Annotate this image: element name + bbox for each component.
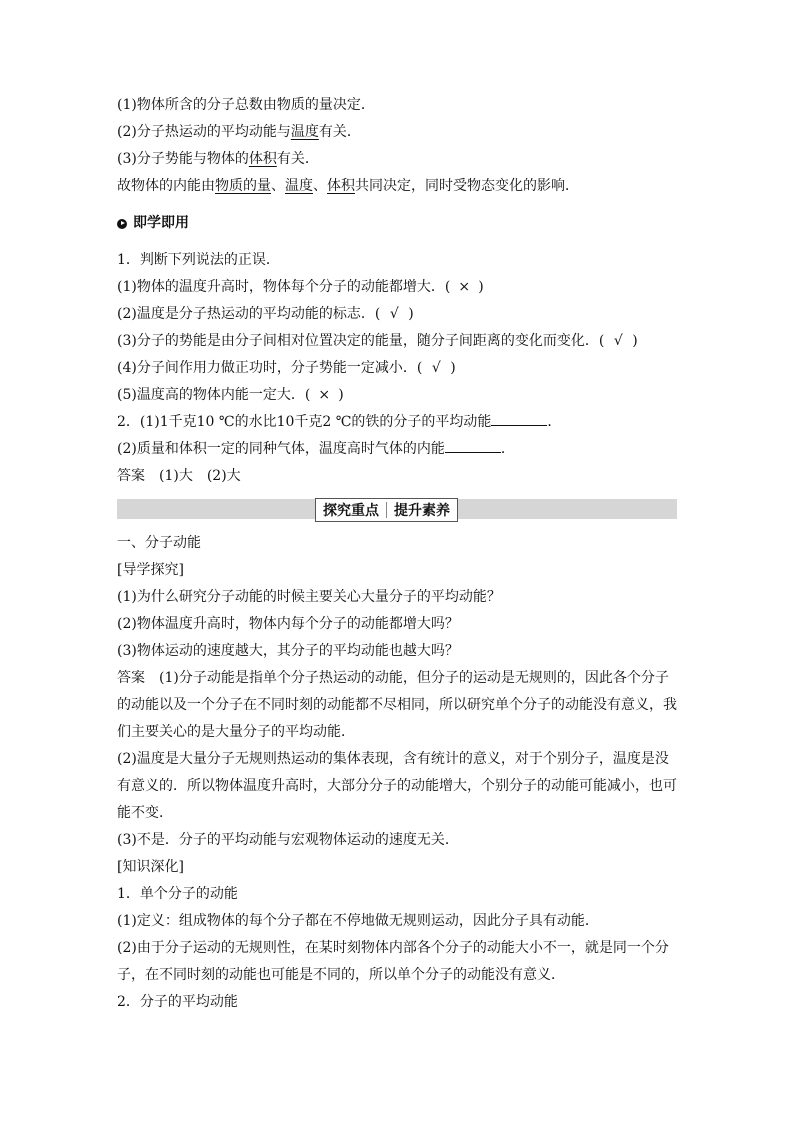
practice-heading: 即学即用 [117, 210, 677, 237]
guide-answer-3: (3)不是．分子的平均动能与宏观物体运动的速度无关． [117, 832, 459, 848]
intro-line-4: 故物体的内能由物质的量、温度、体积共同决定，同时受物态变化的影响． [117, 178, 579, 194]
judge-item: (3)分子的势能是由分子间相对位置决定的能量，随分子间距离的变化而变化．( √ ) [117, 333, 638, 349]
question-2-1: 2．(1)1千克10 ℃的水比10千克2 ℃的铁的分子的平均动能 ． [117, 414, 562, 430]
knowledge-item: (2)由于分子运动的无规则性，在某时刻物体内部各个分子的动能大小不一，就是同一个分子，在不同时刻的动能也可能是不同的，所以单个分子的动能没有意义． [117, 940, 669, 983]
answer-blank [445, 440, 501, 453]
play-circle-icon [117, 219, 127, 229]
answer-blank [491, 413, 547, 426]
guide-question: (1)为什么研究分子动能的时候主要关心大量分子的平均动能？ [117, 589, 501, 605]
judge-item: (1)物体的温度升高时，物体每个分子的动能都增大．( × ) [117, 279, 484, 295]
deep-label: [知识深化] [117, 859, 184, 875]
guide-question: (3)物体运动的速度越大，其分子的平均动能也越大吗？ [117, 643, 459, 659]
banner-title: 探究重点 提升素养 [315, 498, 458, 522]
guide-answer-2: (2)温度是大量分子无规则热运动的集体表现，含有统计的意义，对于个别分子，温度是没有意义的．所以物体温度升高时，大部分分子的动能增大，个别分子的动能可能减小，也可能不变． [117, 751, 677, 821]
section-banner [117, 499, 677, 519]
judge-item: (5)温度高的物体内能一定大．( × ) [117, 387, 344, 403]
knowledge-heading: 1．单个分子的动能 [117, 886, 238, 902]
question-2-2: (2)质量和体积一定的同种气体，温度高时气体的内能 ． [117, 441, 515, 457]
knowledge-heading: 2．分子的平均动能 [117, 994, 238, 1010]
knowledge-item: (1)定义：组成物体的每个分子都在不停地做无规则运动，因此分子具有动能． [117, 913, 599, 929]
page-content [117, 92, 677, 1016]
guide-label: [导学探究] [117, 562, 184, 578]
intro-line-3: (3)分子势能与物体的体积有关． [117, 151, 319, 167]
intro-line-1: (1)物体所含的分子总数由物质的量决定． [117, 97, 375, 113]
judge-item: (2)温度是分子热运动的平均动能的标志．( √ ) [117, 306, 414, 322]
section-title: 一、分子动能 [117, 535, 201, 551]
question-1: 1．判断下列说法的正误． [117, 252, 280, 268]
practice-answer: 答案 (1)大 (2)大 [117, 468, 241, 484]
intro-line-2: (2)分子热运动的平均动能与温度有关． [117, 124, 361, 140]
guide-question: (2)物体温度升高时，物体内每个分子的动能都增大吗？ [117, 616, 459, 632]
judge-item: (4)分子间作用力做正功时，分子势能一定减小．( √ ) [117, 360, 456, 376]
guide-answer-1: 答案 (1)分子动能是指单个分子热运动的动能，但分子的运动是无规则的，因此各个分子的动能以及一个分子在不同时刻的动能都不尽相同，所以研究单个分子的动能没有意义，我们主要关心的是大量分子的平均动能． [117, 670, 677, 740]
